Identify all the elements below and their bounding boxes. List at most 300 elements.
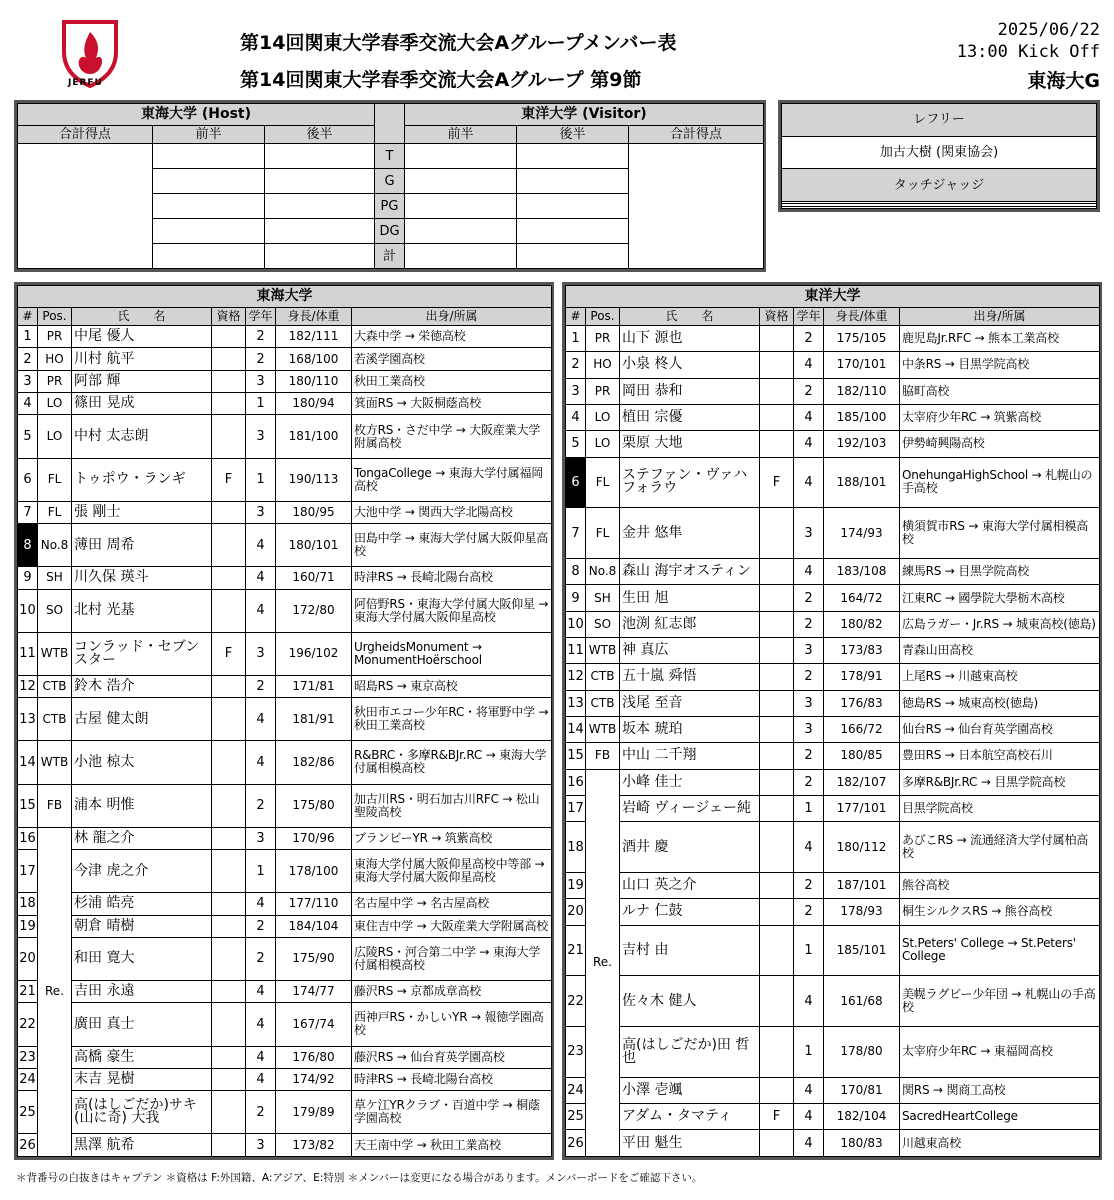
player-row [18, 632, 552, 675]
player-school: 徳島RS → 城東高校(徳島) [900, 690, 1100, 716]
player-year: 2 [794, 378, 824, 404]
player-row [18, 393, 552, 415]
player-row [18, 981, 552, 1003]
player-row [566, 976, 1100, 1027]
player-qualification [760, 822, 794, 873]
player-row [18, 1134, 552, 1157]
player-name: 植田 宗優 [620, 404, 760, 430]
player-height-weight: 173/82 [276, 1134, 352, 1157]
player-school: 西神戸RS・かしいYR → 報徳学園高校 [352, 1003, 552, 1046]
player-qualification [212, 915, 246, 937]
player-name: 張 剛士 [72, 501, 212, 523]
player-qualification [760, 976, 794, 1027]
touch-judge-cell [782, 206, 1097, 208]
player-qualification [760, 352, 794, 378]
player-school: 藤沢RS → 仙台育英学園高校 [352, 1046, 552, 1068]
player-year: 4 [794, 1104, 824, 1130]
player-row [18, 567, 552, 589]
player-year: 3 [246, 827, 276, 849]
player-qualification [212, 326, 246, 348]
visitor-total-score [629, 144, 764, 269]
player-name: 高橋 豪生 [72, 1046, 212, 1068]
player-year: 2 [246, 675, 276, 697]
player-row [18, 458, 552, 501]
player-position: WTB [38, 741, 72, 784]
player-row [566, 716, 1100, 742]
col-height-weight: 身長/体重 [824, 308, 900, 326]
score-table [17, 103, 764, 269]
player-name: 鈴木 浩介 [72, 675, 212, 697]
player-height-weight: 185/100 [824, 404, 900, 430]
referee-box [778, 100, 1100, 212]
player-position: LO [586, 404, 620, 430]
visitor-roster-title: 東洋大学 [566, 286, 1100, 308]
player-qualification [760, 743, 794, 769]
player-number: 2 [18, 348, 38, 370]
player-qualification [760, 872, 794, 898]
player-row [566, 378, 1100, 404]
player-height-weight: 175/90 [276, 937, 352, 980]
player-school: 天王南中学 → 秋田工業高校 [352, 1134, 552, 1157]
col-year: 学年 [246, 308, 276, 326]
player-year: 1 [794, 1027, 824, 1078]
player-qualification [212, 1134, 246, 1157]
visitor-roster [562, 282, 1102, 1160]
player-name: 川久保 瑛斗 [72, 567, 212, 589]
player-height-weight: 160/71 [276, 567, 352, 589]
player-number: 26 [566, 1130, 586, 1157]
player-number: 9 [566, 585, 586, 611]
player-row [566, 925, 1100, 976]
player-school: St.Peters' College → St.Peters' College [900, 925, 1100, 976]
player-number: 23 [18, 1046, 38, 1068]
player-name: 中村 太志朗 [72, 415, 212, 458]
score-row-label: 計 [375, 244, 405, 269]
player-row [566, 638, 1100, 664]
player-number: 17 [18, 850, 38, 893]
player-year: 4 [246, 741, 276, 784]
player-name: 小池 椋太 [72, 741, 212, 784]
player-position: CTB [38, 675, 72, 697]
player-school: 藤沢RS → 京都成章高校 [352, 981, 552, 1003]
player-number: 24 [566, 1077, 586, 1103]
player-number: 24 [18, 1068, 38, 1090]
player-school: 伊勢崎興陽高校 [900, 431, 1100, 457]
player-name: ステファン・ヴァハフォラウ [620, 457, 760, 508]
player-qualification: F [760, 457, 794, 508]
player-number: 15 [18, 784, 38, 827]
player-qualification [760, 326, 794, 352]
player-height-weight: 180/110 [276, 370, 352, 392]
player-position: No.8 [586, 559, 620, 585]
player-row [566, 326, 1100, 352]
player-school: 広陵RS・河合第二中学 → 東海大学付属相模高校 [352, 937, 552, 980]
player-school: ブランビーYR → 筑紫高校 [352, 827, 552, 849]
player-number: 25 [566, 1104, 586, 1130]
visitor-team-header: 東洋大学 (Visitor) [405, 104, 764, 126]
player-position: CTB [38, 698, 72, 741]
player-name: 高(はしごだか)サキ(山に奇) 大我 [72, 1091, 212, 1134]
player-number: 4 [566, 404, 586, 430]
player-year: 4 [246, 1003, 276, 1046]
player-year: 4 [246, 1068, 276, 1090]
score-cell [405, 244, 517, 269]
player-position: LO [586, 431, 620, 457]
player-qualification [760, 404, 794, 430]
player-school: SacredHeartCollege [900, 1104, 1100, 1130]
player-height-weight: 180/83 [824, 1130, 900, 1157]
player-name: トゥポウ・ランギ [72, 458, 212, 501]
player-row [18, 893, 552, 915]
player-year: 3 [246, 370, 276, 392]
player-name: 川村 航平 [72, 348, 212, 370]
player-row [18, 524, 552, 567]
player-qualification [212, 370, 246, 392]
col-school: 出身/所属 [352, 308, 552, 326]
player-row [18, 1003, 552, 1046]
player-number: 19 [566, 872, 586, 898]
col-pos: Pos. [38, 308, 72, 326]
player-height-weight: 168/100 [276, 348, 352, 370]
player-height-weight: 182/104 [824, 1104, 900, 1130]
match-date: 2025/06/22 [997, 20, 1100, 40]
player-height-weight: 173/83 [824, 638, 900, 664]
player-row [18, 850, 552, 893]
player-year: 2 [246, 937, 276, 980]
player-number: 4 [18, 393, 38, 415]
player-qualification [212, 393, 246, 415]
player-height-weight: 174/92 [276, 1068, 352, 1090]
player-name: 黒澤 航希 [72, 1134, 212, 1157]
player-school: 秋田工業高校 [352, 370, 552, 392]
player-row [18, 589, 552, 632]
player-number: 5 [18, 415, 38, 458]
logo-text: JERFU [68, 78, 103, 88]
player-row [566, 404, 1100, 430]
player-school: 阿倍野RS・東海大学付属大阪仰星 → 東海大学付属大阪仰星高校 [352, 589, 552, 632]
col-height-weight: 身長/体重 [276, 308, 352, 326]
referee-name: 加古大樹 (関東協会) [782, 136, 1097, 169]
player-number: 10 [566, 611, 586, 637]
score-corner [375, 104, 405, 144]
player-number: 1 [566, 326, 586, 352]
player-height-weight: 177/110 [276, 893, 352, 915]
col-no: # [566, 308, 586, 326]
player-height-weight: 172/80 [276, 589, 352, 632]
player-qualification: F [212, 458, 246, 501]
score-cell [405, 219, 517, 244]
player-row [18, 415, 552, 458]
player-position: FL [586, 508, 620, 559]
player-row [18, 915, 552, 937]
player-qualification [760, 769, 794, 795]
player-position: FB [38, 784, 72, 827]
player-school: 目黒学院高校 [900, 795, 1100, 821]
player-school: 時津RS → 長崎北陽台高校 [352, 1068, 552, 1090]
col-qual: 資格 [760, 308, 794, 326]
score-row-label: PG [375, 194, 405, 219]
player-qualification [212, 524, 246, 567]
player-name: 廣田 真士 [72, 1003, 212, 1046]
player-name: 阿部 輝 [72, 370, 212, 392]
player-qualification [760, 378, 794, 404]
player-name: 浅尾 至音 [620, 690, 760, 716]
player-position: FB [586, 743, 620, 769]
player-name: 金井 悠隼 [620, 508, 760, 559]
player-height-weight: 178/91 [824, 664, 900, 690]
col-pos: Pos. [586, 308, 620, 326]
player-school: 秋田市エコー少年RC・将軍野中学 → 秋田工業高校 [352, 698, 552, 741]
score-cell [153, 169, 265, 194]
player-school: 上尾RS → 川越東高校 [900, 664, 1100, 690]
player-name: 池渕 紅志郎 [620, 611, 760, 637]
player-height-weight: 170/81 [824, 1077, 900, 1103]
player-year: 4 [246, 893, 276, 915]
player-name: 朝倉 晴樹 [72, 915, 212, 937]
player-year: 3 [794, 508, 824, 559]
player-qualification [760, 899, 794, 925]
score-cell [153, 144, 265, 169]
player-number: 16 [18, 827, 38, 849]
player-qualification [760, 431, 794, 457]
player-school: UrgheidsMonument → MonumentHoërschool [352, 632, 552, 675]
score-cell [153, 244, 265, 269]
player-name: コンラッド・セブンスター [72, 632, 212, 675]
player-height-weight: 182/107 [824, 769, 900, 795]
player-qualification [760, 638, 794, 664]
player-year: 2 [246, 348, 276, 370]
referee-label: レフリー [782, 104, 1097, 137]
player-school: 草ケ江YRクラブ・百道中学 → 桐蔭学園高校 [352, 1091, 552, 1134]
player-height-weight: 161/68 [824, 976, 900, 1027]
player-height-weight: 180/101 [276, 524, 352, 567]
player-year: 1 [246, 393, 276, 415]
player-position: WTB [586, 638, 620, 664]
player-year: 4 [246, 589, 276, 632]
player-name: アダム・タマティ [620, 1104, 760, 1130]
player-number: 18 [18, 893, 38, 915]
player-year: 4 [794, 352, 824, 378]
player-name: 薄田 周希 [72, 524, 212, 567]
player-year: 1 [794, 795, 824, 821]
player-number: 13 [18, 698, 38, 741]
score-cell [405, 169, 517, 194]
player-name: 杉浦 皓亮 [72, 893, 212, 915]
reserve-label: Re. [38, 827, 72, 1156]
player-number: 7 [566, 508, 586, 559]
player-year: 4 [246, 524, 276, 567]
player-height-weight: 170/101 [824, 352, 900, 378]
player-number: 12 [18, 675, 38, 697]
player-name: 中尾 優人 [72, 326, 212, 348]
col-name: 氏 名 [72, 308, 212, 326]
score-cell [265, 144, 375, 169]
player-school: 太宰府少年RC → 筑紫高校 [900, 404, 1100, 430]
player-qualification [760, 508, 794, 559]
player-qualification [760, 925, 794, 976]
player-height-weight: 187/101 [824, 872, 900, 898]
col-qual: 資格 [212, 308, 246, 326]
player-school: 青森山田高校 [900, 638, 1100, 664]
player-year: 4 [794, 1077, 824, 1103]
player-school: 田島中学 → 東海大学付属大阪仰星高校 [352, 524, 552, 567]
reserve-label: Re. [586, 769, 620, 1156]
player-qualification [760, 664, 794, 690]
player-row [566, 352, 1100, 378]
visitor-total-label: 合計得点 [629, 126, 764, 144]
player-height-weight: 184/104 [276, 915, 352, 937]
player-position: FL [38, 501, 72, 523]
player-year: 2 [794, 872, 824, 898]
player-number: 2 [566, 352, 586, 378]
player-name: ルナ 仁鼓 [620, 899, 760, 925]
player-number: 21 [566, 925, 586, 976]
player-qualification [760, 690, 794, 716]
player-row [566, 457, 1100, 508]
score-cell [265, 219, 375, 244]
player-qualification [760, 585, 794, 611]
player-year: 4 [794, 1130, 824, 1157]
player-year: 4 [794, 431, 824, 457]
player-school: 熊谷高校 [900, 872, 1100, 898]
player-year: 3 [246, 632, 276, 675]
player-name: 酒井 慶 [620, 822, 760, 873]
player-number: 5 [566, 431, 586, 457]
player-number: 21 [18, 981, 38, 1003]
player-school: 箕面RS → 大阪桐蔭高校 [352, 393, 552, 415]
player-row [18, 784, 552, 827]
player-number: 8 [566, 559, 586, 585]
player-number: 20 [18, 937, 38, 980]
player-year: 1 [794, 925, 824, 976]
player-qualification [760, 716, 794, 742]
player-school: 多摩R&BJr.RC → 目黒学院高校 [900, 769, 1100, 795]
host-first-half-label: 前半 [153, 126, 265, 144]
player-name: 北村 光基 [72, 589, 212, 632]
player-name: 佐々木 健人 [620, 976, 760, 1027]
player-school: 広島ラガー・Jr.RS → 城東高校(徳島) [900, 611, 1100, 637]
player-school: R&BRC・多摩R&BJr.RC → 東海大学付属相模高校 [352, 741, 552, 784]
player-height-weight: 188/101 [824, 457, 900, 508]
player-year: 4 [794, 404, 824, 430]
player-school: 美幌ラグビー少年団 → 札幌山の手高校 [900, 976, 1100, 1027]
player-row [566, 822, 1100, 873]
player-height-weight: 175/80 [276, 784, 352, 827]
player-row [566, 1104, 1100, 1130]
player-year: 3 [246, 501, 276, 523]
player-qualification [760, 1130, 794, 1157]
player-row [18, 675, 552, 697]
player-name: 末吉 晃樹 [72, 1068, 212, 1090]
jrfu-logo [60, 18, 120, 90]
host-roster-title: 東海大学 [18, 286, 552, 308]
player-number: 20 [566, 899, 586, 925]
player-name: 岡田 恭和 [620, 378, 760, 404]
player-qualification [212, 937, 246, 980]
player-height-weight: 185/101 [824, 925, 900, 976]
player-qualification [212, 675, 246, 697]
host-roster-table [17, 285, 552, 1157]
score-cell [517, 169, 629, 194]
player-school: 豊田RS → 日本航空高校石川 [900, 743, 1100, 769]
player-row [566, 508, 1100, 559]
player-height-weight: 176/83 [824, 690, 900, 716]
touch-judge-label: タッチジャッジ [782, 169, 1097, 202]
player-row [18, 937, 552, 980]
player-name: 山下 源也 [620, 326, 760, 352]
player-height-weight: 174/93 [824, 508, 900, 559]
player-qualification [212, 698, 246, 741]
player-year: 4 [246, 567, 276, 589]
host-team-header: 東海大学 (Host) [18, 104, 375, 126]
player-number: 19 [18, 915, 38, 937]
player-year: 4 [794, 457, 824, 508]
score-row-label: T [375, 144, 405, 169]
player-year: 4 [246, 698, 276, 741]
player-row [566, 899, 1100, 925]
player-qualification [212, 741, 246, 784]
player-year: 2 [246, 326, 276, 348]
player-row [566, 1077, 1100, 1103]
player-height-weight: 190/113 [276, 458, 352, 501]
player-year: 2 [794, 664, 824, 690]
player-number: 22 [18, 1003, 38, 1046]
player-height-weight: 178/100 [276, 850, 352, 893]
score-cell [153, 194, 265, 219]
player-row [566, 872, 1100, 898]
player-qualification [212, 893, 246, 915]
player-height-weight: 183/108 [824, 559, 900, 585]
player-school: TongaCollege → 東海大学付属福岡高校 [352, 458, 552, 501]
player-position: LO [38, 393, 72, 415]
host-second-half-label: 後半 [265, 126, 375, 144]
score-cell [517, 144, 629, 169]
player-row [566, 559, 1100, 585]
player-school: 時津RS → 長崎北陽台高校 [352, 567, 552, 589]
player-name: 岩崎 ヴィージェー純 [620, 795, 760, 821]
player-row [18, 348, 552, 370]
player-position: FL [586, 457, 620, 508]
col-name: 氏 名 [620, 308, 760, 326]
player-number: 12 [566, 664, 586, 690]
player-qualification [212, 1068, 246, 1090]
player-year: 2 [246, 1091, 276, 1134]
player-position: WTB [38, 632, 72, 675]
player-number: 13 [566, 690, 586, 716]
player-name: 森山 海宇オスティン [620, 559, 760, 585]
player-number: 10 [18, 589, 38, 632]
player-row [18, 741, 552, 784]
player-year: 2 [794, 743, 824, 769]
player-number: 9 [18, 567, 38, 589]
player-position: HO [586, 352, 620, 378]
player-row [566, 795, 1100, 821]
player-position: FL [38, 458, 72, 501]
player-height-weight: 170/96 [276, 827, 352, 849]
player-year: 2 [246, 784, 276, 827]
player-school: 練馬RS → 目黒学院高校 [900, 559, 1100, 585]
player-name: 林 龍之介 [72, 827, 212, 849]
player-number: 1 [18, 326, 38, 348]
player-height-weight: 164/72 [824, 585, 900, 611]
score-cell [153, 219, 265, 244]
host-total-score [18, 144, 153, 269]
player-row [566, 585, 1100, 611]
player-row [18, 1091, 552, 1134]
player-height-weight: 180/82 [824, 611, 900, 637]
player-year: 3 [794, 716, 824, 742]
score-cell [517, 194, 629, 219]
